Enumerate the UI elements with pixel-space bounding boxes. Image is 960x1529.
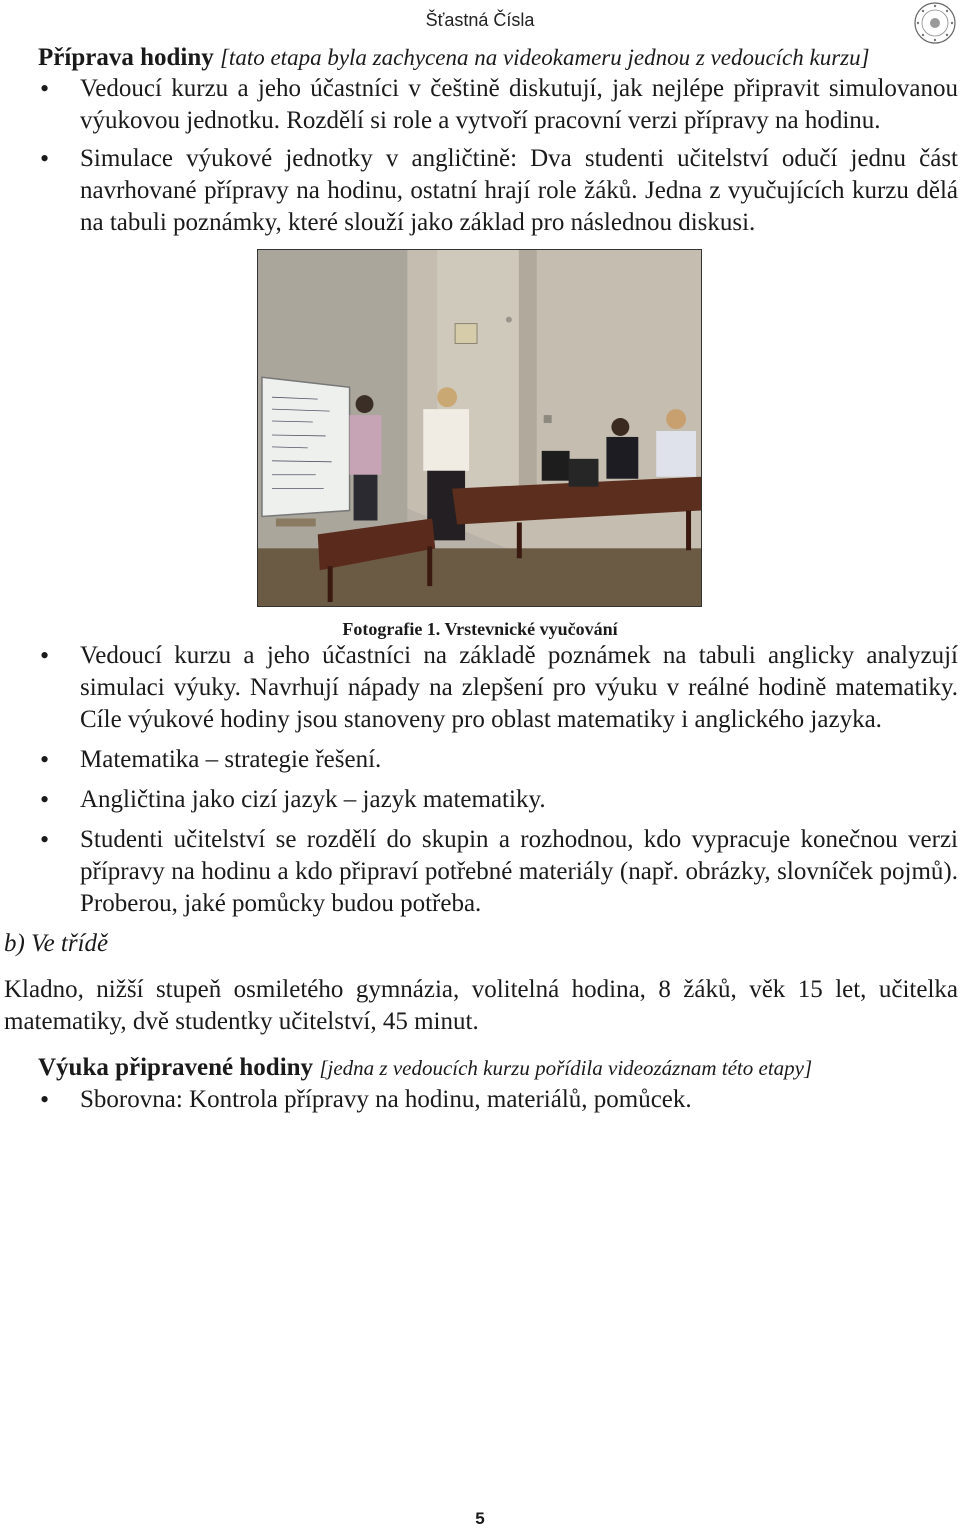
list-item: • Sborovna: Kontrola přípravy na hodinu, materiálů, pomůcek. xyxy=(0,1084,958,1116)
list-item: • Angličtina jako cizí jazyk – jazyk matematiky. xyxy=(0,784,958,816)
subsection-heading: b) Ve třídě xyxy=(4,930,109,957)
heading-bold: Příprava hodiny xyxy=(38,44,214,71)
document-body xyxy=(0,42,960,1116)
photo-caption: Fotografie 1. Vrstevnické vyučování xyxy=(342,619,618,639)
heading-note: [jedna z vedoucích kurzu pořídila videozáznam této etapy] xyxy=(319,1056,813,1080)
heading-bold: Výuka připravené hodiny xyxy=(38,1054,314,1081)
list-item: • Vedoucí kurzu a jeho účastníci na základě poznámek na tabuli anglicky analyzují simulaci výuky. Navrhují nápady na zlepšení pro výuku v reálné hodině matematiky. Cíle výukové hodiny jsou stanoveny pro oblast matematiky i anglického jazyka. xyxy=(0,640,958,736)
seal-logo-icon xyxy=(912,0,958,46)
lesson-bullet-list xyxy=(0,1084,960,1116)
list-item: • Vedoucí kurzu a jeho účastníci v češtině diskutují, jak nejlépe připravit simulovanou výukovou jednotku. Rozdělí si role a vytvoří pracovní verzi přípravy na hodinu. xyxy=(0,73,958,137)
heading-note: [tato etapa byla zachycena na videokameru jednou z vedoucích kurzu] xyxy=(219,45,870,70)
section-heading-preparation xyxy=(38,42,918,73)
list-item: • Simulace výukové jednotky v angličtině: Dva studenti učitelství odučí jednu část navrhované přípravy na hodinu, ostatní hrají role žáků. Jedna z vyučujících kurzu dělá na tabuli poznámky, které slouží jako základ pro následnou diskusi. xyxy=(0,143,958,239)
photo-figure xyxy=(257,249,702,607)
running-header: Šťastná Čísla xyxy=(425,10,535,30)
list-item: • Matematika – strategie řešení. xyxy=(0,744,958,776)
classroom-photo xyxy=(257,249,702,607)
preparation-bullet-list xyxy=(0,73,960,239)
section-heading-lesson xyxy=(38,1052,960,1084)
analysis-bullet-list xyxy=(0,640,960,920)
page-number: 5 xyxy=(475,1509,485,1528)
list-item: • Studenti učitelství se rozdělí do skupin a rozhodnou, kdo vypracuje konečnou verzi přípravy na hodinu a kdo připraví potřebné materiály (např. obrázky, slovníček pojmů). Proberou, jaké pomůcky budou potřeba. xyxy=(0,824,958,920)
context-paragraph: Kladno, nižší stupeň osmiletého gymnázia, volitelná hodina, 8 žáků, věk 15 let, učitelka matematiky, dvě studentky učitelství, 45 minut. xyxy=(4,976,958,1035)
